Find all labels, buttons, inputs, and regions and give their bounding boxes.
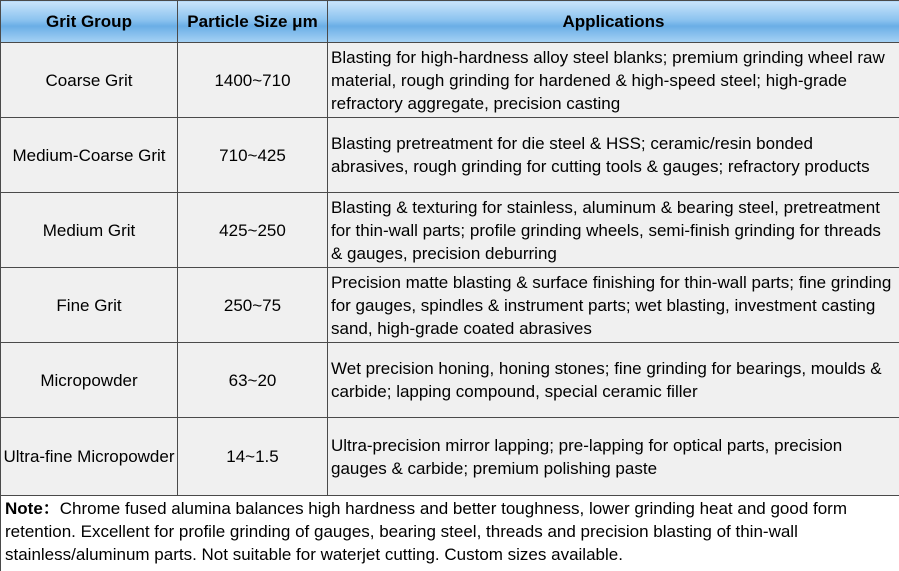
particle-size-cell: 1400~710	[178, 43, 328, 118]
grit-group-cell: Micropowder	[1, 343, 178, 418]
note-row	[1, 496, 899, 571]
table-row	[1, 43, 899, 118]
table-row	[1, 343, 899, 418]
header-applications: Applications	[328, 1, 899, 43]
particle-size-cell: 710~425	[178, 118, 328, 193]
note-text: Chrome fused alumina balances high hardness and better toughness, lower grinding heat and good form retention. Excellent for profile grinding of gauges, bearing steel, threads and precision blasting of thin-wall stainless/aluminum parts. Not suitable for waterjet cutting. Custom sizes available.	[5, 499, 847, 564]
particle-size-cell: 63~20	[178, 343, 328, 418]
applications-cell: Wet precision honing, honing stones; fine grinding for bearings, moulds & carbide; lapping compound, special ceramic filler	[328, 343, 899, 418]
grit-group-cell: Coarse Grit	[1, 43, 178, 118]
header-particle-size: Particle Size μm	[178, 1, 328, 43]
applications-cell: Blasting for high-hardness alloy steel blanks; premium grinding wheel raw material, rough grinding for hardened & high-speed steel; high-grade refractory aggregate, precision casting	[328, 43, 899, 118]
table-row	[1, 118, 899, 193]
table-row	[1, 268, 899, 343]
particle-size-cell: 425~250	[178, 193, 328, 268]
grit-group-cell: Ultra-fine Micropowder	[1, 418, 178, 496]
note-label: Note：	[5, 499, 60, 518]
note-cell	[1, 496, 899, 571]
header-grit-group: Grit Group	[1, 1, 178, 43]
particle-size-cell: 250~75	[178, 268, 328, 343]
table-row	[1, 193, 899, 268]
applications-cell: Blasting & texturing for stainless, aluminum & bearing steel, pretreatment for thin-wall parts; profile grinding wheels, semi-finish grinding for threads & gauges, precision deburring	[328, 193, 899, 268]
applications-cell: Blasting pretreatment for die steel & HSS; ceramic/resin bonded abrasives, rough grinding for cutting tools & gauges; refractory products	[328, 118, 899, 193]
applications-cell: Precision matte blasting & surface finishing for thin-wall parts; fine grinding for gauges, spindles & instrument parts; wet blasting, investment casting sand, high-grade coated abrasives	[328, 268, 899, 343]
grit-group-cell: Medium Grit	[1, 193, 178, 268]
table-header-row	[1, 1, 899, 43]
applications-cell: Ultra-precision mirror lapping; pre-lapping for optical parts, precision gauges & carbide; premium polishing paste	[328, 418, 899, 496]
grit-group-cell: Fine Grit	[1, 268, 178, 343]
particle-size-cell: 14~1.5	[178, 418, 328, 496]
table-row	[1, 418, 899, 496]
grit-group-cell: Medium-Coarse Grit	[1, 118, 178, 193]
